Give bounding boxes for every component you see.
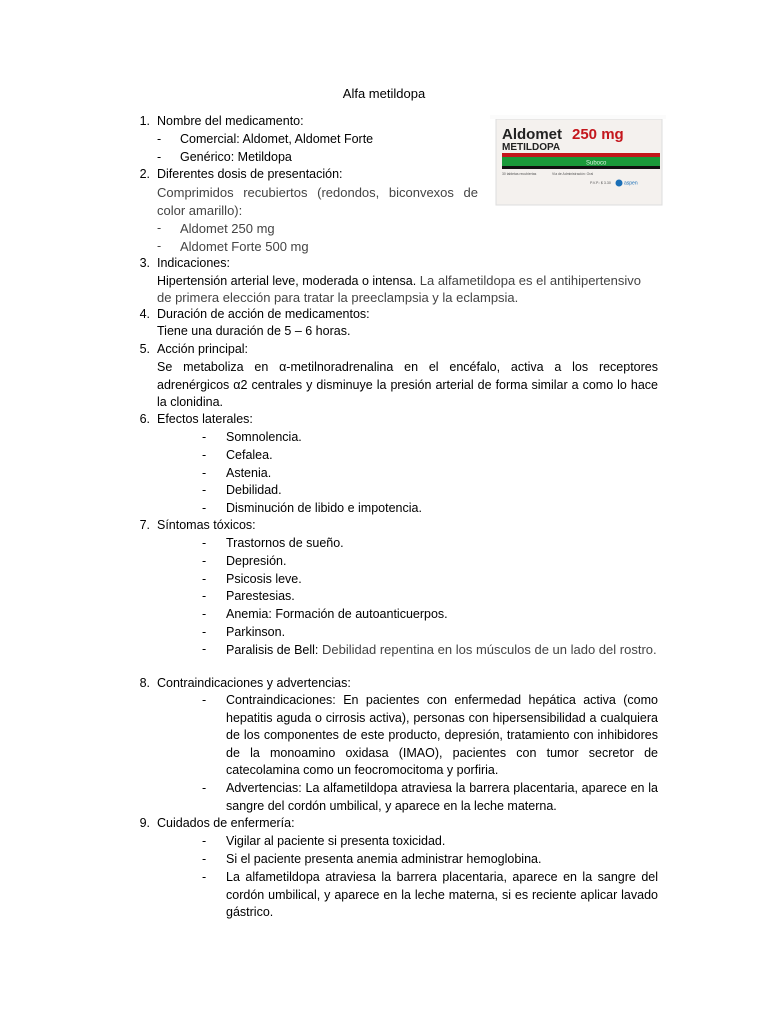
- section-6-item: Cefalea.: [226, 448, 273, 462]
- section-9-item: Si el paciente presenta anemia administrar hemoglobina.: [226, 852, 542, 866]
- section-2-heading: Diferentes dosis de presentación:: [157, 167, 343, 181]
- section-7-item: Parestesias.: [226, 589, 295, 603]
- section-7-item: Psicosis leve.: [226, 572, 302, 586]
- section-8-number: 8.: [139, 676, 150, 690]
- aldomet-box-image: [490, 115, 666, 210]
- bullet-dash: -: [202, 870, 207, 884]
- section-5-text: Se metaboliza en α-metilnoradrenalina en el encéfalo, activa a los receptores adrenérgicos α2 centrales y disminuye la presión arterial de forma similar a como lo hace la clonidina.: [157, 360, 658, 409]
- pack-dose: 250 mg: [572, 126, 624, 143]
- bullet-dash: -: [157, 132, 162, 146]
- section-9-item: Vigilar al paciente si presenta toxicidad.: [226, 834, 446, 848]
- pack-maker-logo: [616, 180, 623, 187]
- section-6-item: Disminución de libido e impotencia.: [226, 501, 422, 515]
- bullet-dash: -: [202, 501, 207, 515]
- section-2-item-250: Aldomet 250 mg: [180, 221, 275, 236]
- bullet-dash: -: [202, 466, 207, 480]
- bullet-dash: -: [157, 239, 162, 253]
- section-5-number: 5.: [139, 342, 150, 356]
- section-1-number: 1.: [139, 114, 150, 128]
- document-title: Alfa metildopa: [342, 86, 426, 101]
- section-6-number: 6.: [139, 412, 150, 426]
- pack-generic: METILDOPA: [502, 142, 561, 153]
- pack-black-stripe: [502, 166, 660, 169]
- pack-maker: aspen: [624, 180, 638, 187]
- bullet-dash: -: [202, 834, 207, 848]
- section-2-desc-line-1: Comprimidos recubiertos (redondos, biconvexos de: [157, 185, 478, 200]
- bullet-dash: -: [202, 483, 207, 497]
- section-7-number: 7.: [139, 518, 150, 532]
- section-7-item: Trastornos de sueño.: [226, 536, 344, 550]
- section-7-heading: Síntomas tóxicos:: [157, 518, 256, 532]
- section-3-text-line-2: de primera elección para tratar la preeclampsia y la eclampsia.: [157, 290, 519, 305]
- pack-green-stripe: [502, 157, 660, 166]
- pack-brand: Aldomet: [502, 126, 562, 143]
- pack-small-left: 30 tabletas recubiertas: [502, 172, 537, 176]
- section-3-heading: Indicaciones:: [157, 256, 230, 270]
- section-3-bold: Hipertensión arterial leve, moderada o intensa.: [157, 274, 417, 288]
- bullet-dash: -: [202, 781, 207, 795]
- pack-red-stripe: [502, 153, 660, 157]
- pack-small-mid: Vía de Administración: Oral: [552, 172, 594, 176]
- section-9-last-item: La alfametildopa atraviesa la barrera placentaria, aparece en la sangre del cordón umbilical, y aparece en la leche materna, si es reciente aplicar lavado gástrico.: [226, 870, 658, 919]
- section-4-number: 4.: [139, 307, 150, 321]
- bullet-dash: -: [157, 221, 162, 235]
- pack-edge: [490, 115, 666, 119]
- section-5-heading: Acción principal:: [157, 342, 249, 356]
- bullet-dash: -: [202, 642, 207, 656]
- bullet-dash: -: [202, 448, 207, 462]
- bullet-dash: -: [202, 572, 207, 586]
- section-8-contraindications: Contraindicaciones: En pacientes con enfermedad hepática activa (como hepatitis aguda o cirrosis activa), personas con hipersensibilidad a cualquiera de los componentes de este producto, depresión, tratamiento con inhibidores de la monoamino oxidasa (IMAO), pacientes con tumor secretor de catecolamina como un feocromocitoma y porfiria.: [226, 693, 658, 777]
- section-1-item-generic: Genérico: Metildopa: [180, 150, 292, 164]
- pack-tag: Suboco: [586, 160, 607, 167]
- section-6-item: Debilidad.: [226, 483, 282, 497]
- section-2-desc-line-2: color amarillo):: [157, 203, 243, 218]
- section-1-item-commercial: Comercial: Aldomet, Aldomet Forte: [180, 132, 374, 146]
- section-7-item: Parkinson.: [226, 625, 286, 639]
- section-6-heading: Efectos laterales:: [157, 412, 253, 426]
- section-2-item-500: Aldomet Forte 500 mg: [180, 239, 309, 254]
- bullet-dash: -: [202, 589, 207, 603]
- section-8-warnings: Advertencias: La alfametildopa atraviesa la barrera placentaria, aparece en la sangre del cordón umbilical, y aparece en la leche materna.: [226, 781, 658, 813]
- bullet-dash: -: [202, 607, 207, 621]
- bullet-dash: -: [202, 536, 207, 550]
- section-9-number: 9.: [139, 816, 150, 830]
- section-7-bell: [226, 641, 658, 660]
- section-6-item: Astenia.: [226, 466, 272, 480]
- bullet-dash: -: [202, 852, 207, 866]
- section-3-rest-1: La alfametildopa es el antihipertensivo: [416, 273, 641, 288]
- section-7-item: Depresión.: [226, 554, 287, 568]
- section-7-bell-bold: Paralisis de Bell:: [226, 643, 319, 657]
- section-8-heading: Contraindicaciones y advertencias:: [157, 676, 351, 690]
- section-3-number: 3.: [139, 256, 150, 270]
- bullet-dash: -: [202, 554, 207, 568]
- bullet-dash: -: [202, 430, 207, 444]
- section-6-item: Somnolencia.: [226, 430, 302, 444]
- bullet-dash: -: [202, 693, 207, 707]
- bullet-dash: -: [202, 625, 207, 639]
- section-9-heading: Cuidados de enfermería:: [157, 816, 295, 830]
- section-3-text-line-1: [157, 272, 641, 290]
- section-7-item: Anemia: Formación de autoanticuerpos.: [226, 607, 448, 621]
- section-4-text: Tiene una duración de 5 – 6 horas.: [157, 324, 351, 338]
- bullet-dash: -: [157, 150, 162, 164]
- section-1-heading: Nombre del medicamento:: [157, 114, 304, 128]
- section-2-number: 2.: [139, 167, 150, 181]
- section-7-bell-rest: Debilidad repentina en los músculos de un lado del rostro.: [318, 642, 657, 657]
- pack-price: P.V.P.: $ 3.30: [590, 181, 611, 185]
- section-4-heading: Duración de acción de medicamentos:: [157, 307, 370, 321]
